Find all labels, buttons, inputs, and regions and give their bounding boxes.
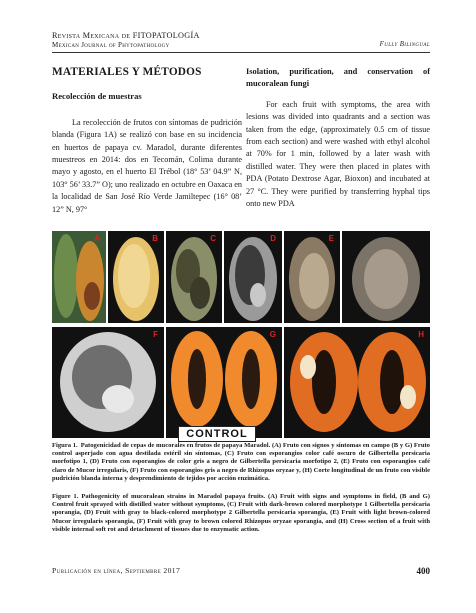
control-label: CONTROL [178,426,256,442]
page-number: 400 [416,566,430,576]
journal-title-es: Revista Mexicana de FITOPATOLOGÍA [52,31,200,40]
subsection-title-en: Isolation, purification, and conservation of mucoralean fungi [246,67,430,89]
left-column [52,66,242,216]
panel-label-g: G [269,330,276,339]
panel-label-d: D [270,234,276,243]
panel-e-extra [342,231,430,323]
figure-papaya-panels [52,231,430,438]
panel-g-image [166,327,282,438]
panel-f [52,327,164,438]
panel-c-image [166,231,222,323]
panel-e-image [284,231,340,323]
publication-footer: Publicación en línea, Septiembre 2017 [52,566,181,575]
paragraph-es: La recolección de frutos con síntomas de pudrición blanda (Figura 1A) se realizó con base en su incidencia en huertos de papaya cv. Maradol, durante diferentes muestreos en 2014: dos en Tecomán, Colima durante mayo y agosto, en el huerto El Trébol (18° 53’ 04.9” N, 103° 56’ 33.7” O); uno realizado en octubre en Oaxaca en la localidad de San José Río Verde Jamiltepec (16° 08’ 12” N, 97° [52,117,242,214]
caption-text-es: Patogenicidad de cepas de mucorales en frutos de papaya Maradol. (A) Fruto con signos y síntomas en campo (B y G) Fruto control asperjado con agua destilada estéril sin síntomas, (C) Fruto con esporangios color café oscuro de Gilbertella persicaria morfotipo 1, (D) Fruto con esporangios de color gris a negro de Gilbertella persicaria morfotipo 2, (E) Fruto con esporangios café claro de Mucor irregularis, (F) Fruto con esporangios gris a negro de Rhizopus oryzae y, (H) Corte longitudinal de un fruto con visible pudrición blanda interna y desprendimiento de tejidos por acción enzimática. [52,442,430,482]
figure-caption-es [52,442,430,483]
paragraph-en: For each fruit with symptoms, the area with lesions was divided into quadrants and a section was taken from the edge, (approximately 0.5 cm of tissue from each section) and were washed with ethyl alcohol at 70% for 1 min, followed by a later wash with distilled water. They were then placed in plates with PDA (Potato Dextrose Agar, Bioxon) and incubated at 27 °C. They were purified by transferring hyphal tips onto new PDA [246,99,430,209]
panel-label-h: H [418,330,424,339]
panel-e-extra-image [342,231,430,323]
caption-text-en: Pathogenicity of mucoralean strains in Maradol papaya fruits. (A) Fruit with signs and symptoms in field, (B and G) Control fruit sprayed with distilled water without symptoms, (C) Fruit with dark-brown colored morphotype 1 Gilbertella persicaria sporangia, (D) Fruit with gray to black-colored morphotype 2 Gilbertella persicaria sporangia, (E) Fruit with light brown-colored Mucor irregularis sporangia, (F) Fruit with gray to brown colored Rhizopus oryzae sporangia, and (H) Cross section of a fruit with visible internal soft rot and detachment of tissues due to enzymatic action. [52,493,431,533]
panel-f-image [52,327,164,438]
right-column [246,66,430,210]
section-title: MATERIALES Y MÉTODOS [52,66,202,78]
panel-e [284,231,340,323]
header-rule [52,52,430,53]
panel-d-image [224,231,282,323]
panel-label-a: A [94,234,100,243]
panel-label-c: C [210,234,216,243]
figure-caption-en [52,493,430,534]
journal-title-en: Mexican Journal of Phytopathology [52,40,170,49]
journal-header [52,31,200,50]
panel-b [108,231,164,323]
panel-c [166,231,222,323]
panel-label-e: E [328,234,334,243]
panel-b-image [108,231,164,323]
panel-d [224,231,282,323]
panel-g [166,327,282,438]
panel-label-f: F [153,330,158,339]
panel-label-b: B [152,234,158,243]
panel-a-image [52,231,106,323]
subsection-title-es: Recolección de muestras [52,91,142,102]
panel-a [52,231,106,323]
caption-label-en: Figure 1. [52,493,79,500]
panel-h-image [284,327,430,438]
panel-h [284,327,430,438]
edition-label: Fully Bilingual [379,41,430,48]
caption-label-es: Figura 1. [52,442,78,449]
